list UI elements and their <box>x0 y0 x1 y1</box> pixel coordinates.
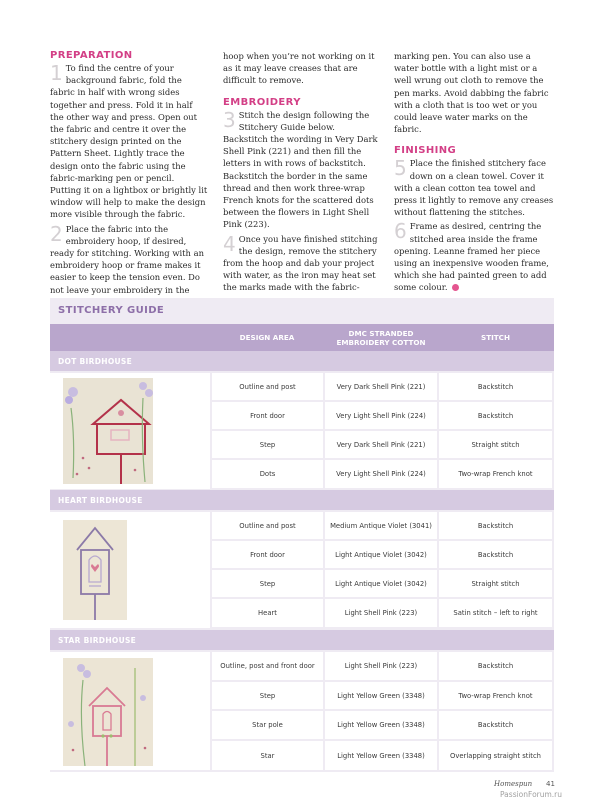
cell-area: Outline, post and front door <box>212 652 323 680</box>
cell-stitch: Backstitch <box>439 402 552 429</box>
cell-stitch: Satin stitch – left to right <box>439 599 552 627</box>
cell-stitch: Two-wrap French knot <box>439 460 552 488</box>
step-number: 3 <box>223 107 236 132</box>
cell-dmc: Medium Antique Violet (3041) <box>325 512 437 539</box>
watermark: PassionForum.ru <box>500 790 563 799</box>
step-5 <box>394 157 554 218</box>
step-3 <box>223 109 381 231</box>
column-2 <box>223 50 381 294</box>
step-number: 6 <box>394 219 407 244</box>
header-dmc: DMC STRANDED EMBROIDERY COTTON <box>336 328 426 347</box>
cell-stitch: Straight stitch <box>439 431 552 458</box>
preparation-heading: PREPARATION <box>50 50 133 61</box>
cell-dmc: Light Yellow Green (3348) <box>325 682 437 709</box>
step-text: Place the fabric into the embroidery hoop, if desired, ready for stitching. Working with an embroidery hoop or frame makes it easier to keep the tension even. Do not leave your embroidery in the <box>50 223 204 295</box>
cell-area: Step <box>212 570 323 597</box>
cell-stitch: Backstitch <box>439 652 552 680</box>
header-design-area: DESIGN AREA <box>239 333 295 342</box>
step-text: Place the finished stitchery face down on a clean towel. Cover it with a clean cotton tea towel and press it lightly to remove any creases without flattening the stitches. <box>394 158 554 218</box>
step-1 <box>50 62 208 221</box>
cell-area: Outline and post <box>212 373 323 400</box>
cell-area: Star <box>212 741 323 770</box>
cell-area: Step <box>212 431 323 458</box>
cell-area: Front door <box>212 541 323 568</box>
step-text: Once you have finished stitching the design, remove the stitchery from the hoop and dab your project with water, as the iron may heat set the marks made with the fabric- <box>223 233 378 293</box>
cell-dmc: Light Antique Violet (3042) <box>325 541 437 568</box>
column-1 <box>50 50 208 296</box>
cell-stitch: Straight stitch <box>439 570 552 597</box>
step-2 <box>50 223 208 296</box>
guide-title: STITCHERY GUIDE <box>58 305 165 316</box>
cell-area: Dots <box>212 460 323 488</box>
cell-stitch: Overlapping straight stitch <box>439 741 552 770</box>
cell-stitch: Two-wrap French knot <box>439 682 552 709</box>
section-star-birdhouse: STAR BIRDHOUSE <box>50 630 554 650</box>
step-text: Stitch the design following the Stitchery Guide below. Backstitch the wording in Very Dark Shell Pink (221) and then fill the letters in with rows of backstitch. Backstitch the border in the same thread and then work three-wrap French knots for the scattered dots between the flowers in Light Shell Pink (223). <box>223 109 378 230</box>
step-number: 1 <box>50 61 63 85</box>
cell-dmc: Light Yellow Green (3348) <box>325 741 437 770</box>
cell-dmc: Very Dark Shell Pink (221) <box>325 373 437 400</box>
cell-area: Outline and post <box>212 512 323 539</box>
cell-dmc: Light Antique Violet (3042) <box>325 570 437 597</box>
magazine-name: Homespun <box>494 780 533 788</box>
cell-dmc: Very Light Shell Pink (224) <box>325 402 437 429</box>
cell-area: Heart <box>212 599 323 627</box>
step-4-continued: marking pen. You can also use a water bottle with a light mist or a well wrung out cloth to remove the pen marks. Avoid dabbing the fabric with a cloth that is too wet or you could leave water marks on the fabric. <box>394 51 549 135</box>
cell-stitch: Backstitch <box>439 512 552 539</box>
cell-dmc: Very Dark Shell Pink (221) <box>325 431 437 458</box>
cell-dmc: Light Yellow Green (3348) <box>325 711 437 739</box>
cell-area: Star pole <box>212 711 323 739</box>
finishing-heading: FINISHING <box>394 145 457 157</box>
flower-end-icon <box>452 284 459 291</box>
step-2-continued: hoop when you’re not working on it as it may leave creases that are difficult to remove. <box>223 51 375 86</box>
step-number: 5 <box>394 156 407 181</box>
cell-stitch: Backstitch <box>439 373 552 400</box>
cell-dmc: Light Shell Pink (223) <box>325 599 437 627</box>
step-text: Frame as desired, centring the stitched area inside the frame opening. Leanne framed her piece using an inexpensive wooden frame, which she had painted green to add some colour. <box>394 221 549 293</box>
section-heart-birdhouse: HEART BIRDHOUSE <box>50 490 554 510</box>
page-number: 41 <box>546 780 555 788</box>
step-text: To find the centre of your background fabric, fold the fabric in half with wrong sides together and press. Fold it in half the other way and press. Open out the fabric and centre it over the stitchery design printed on the Pattern Sheet. Lightly trace the design onto the fabric using the fabric-marking pen or pencil. Putting it on a lightbox or brightly lit window will help to make the design more visible through the fabric. <box>50 63 208 220</box>
section-dot-birdhouse: DOT BIRDHOUSE <box>50 351 554 371</box>
step-number: 2 <box>50 221 63 246</box>
heart-birdhouse-photo <box>63 520 127 620</box>
header-stitch: STITCH <box>481 333 510 342</box>
cell-stitch: Backstitch <box>439 711 552 739</box>
step-number: 4 <box>223 231 236 256</box>
dot-birdhouse-photo <box>63 378 153 484</box>
cell-dmc: Very Light Shell Pink (224) <box>325 460 437 488</box>
cell-area: Step <box>212 682 323 709</box>
cell-dmc: Light Shell Pink (223) <box>325 652 437 680</box>
column-3 <box>394 50 554 294</box>
step-4 <box>223 233 381 294</box>
star-birdhouse-photo <box>63 658 153 766</box>
embroidery-heading: EMBROIDERY <box>223 96 301 108</box>
cell-area: Front door <box>212 402 323 429</box>
cell-stitch: Backstitch <box>439 541 552 568</box>
step-6 <box>394 220 554 293</box>
